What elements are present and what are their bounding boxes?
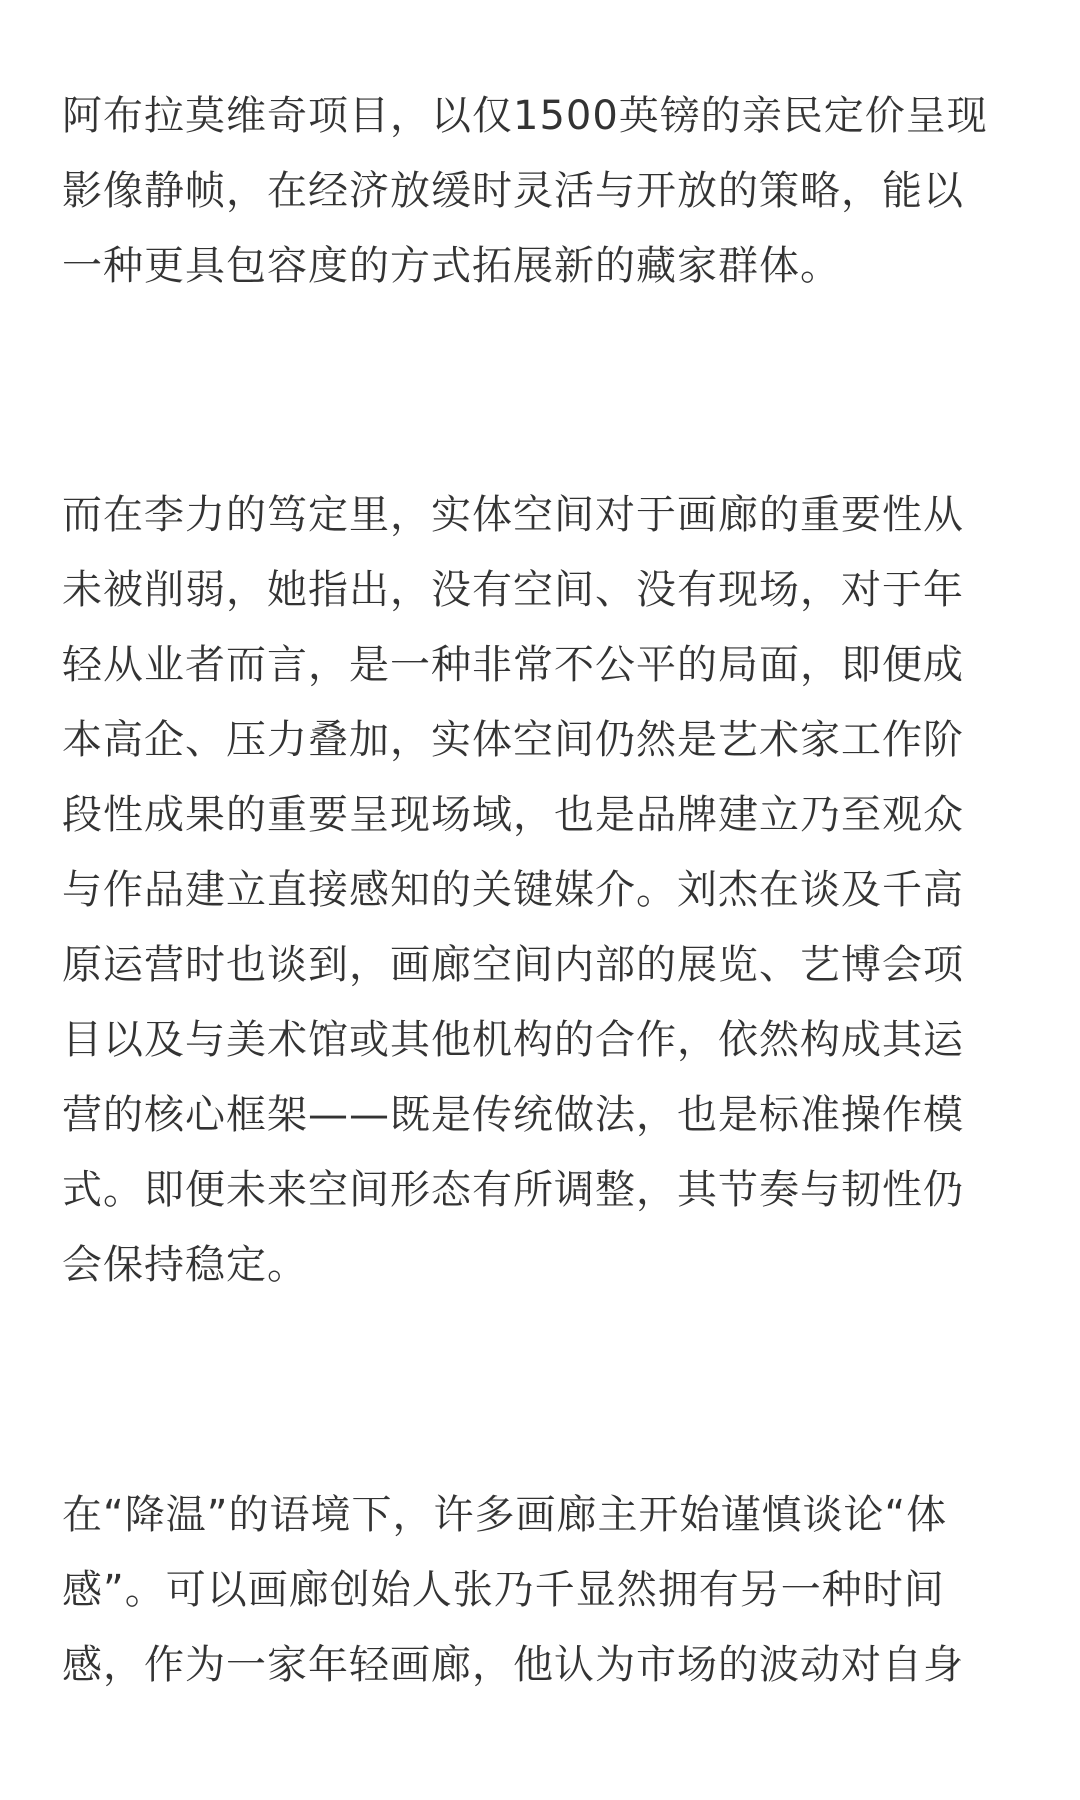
text-line: 未被削弱，她指出，没有空间、没有现场，对于年: [62, 567, 964, 613]
text-line: 阿布拉莫维奇项目，以仅1500英镑的亲民定价呈现: [62, 93, 988, 139]
paragraph-abramovic-project: [62, 79, 1022, 304]
paragraph-physical-space: [62, 478, 1022, 1303]
text-line: 轻从业者而言，是一种非常不公平的局面，即便成: [62, 642, 964, 688]
text-line: 本高企、压力叠加，实体空间仍然是艺术家工作阶: [62, 717, 964, 763]
text-line: 会保持稳定。: [62, 1242, 308, 1288]
text-line: 感，作为一家年轻画廊，他认为市场的波动对自身: [62, 1642, 964, 1688]
text-line: 感”。可以画廊创始人张乃千显然拥有另一种时间: [62, 1567, 945, 1613]
text-line: 在“降温”的语境下，许多画廊主开始谨慎谈论“体: [62, 1492, 948, 1538]
text-line: 一种更具包容度的方式拓展新的藏家群体。: [62, 243, 841, 289]
text-line: 原运营时也谈到，画廊空间内部的展览、艺博会项: [62, 942, 964, 988]
text-line: 影像静帧，在经济放缓时灵活与开放的策略，能以: [62, 168, 964, 214]
text-line: 目以及与美术馆或其他机构的合作，依然构成其运: [62, 1017, 964, 1063]
text-line: 式。即便未来空间形态有所调整，其节奏与韧性仍: [62, 1167, 964, 1213]
text-line: 而在李力的笃定里，实体空间对于画廊的重要性从: [62, 492, 964, 538]
paragraph-cooling-context: [62, 1478, 1022, 1703]
text-line: 与作品建立直接感知的关键媒介。刘杰在谈及千高: [62, 867, 964, 913]
text-line: 营的核心框架——既是传统做法，也是标准操作模: [62, 1092, 964, 1138]
text-line: 段性成果的重要呈现场域，也是品牌建立乃至观众: [62, 792, 964, 838]
